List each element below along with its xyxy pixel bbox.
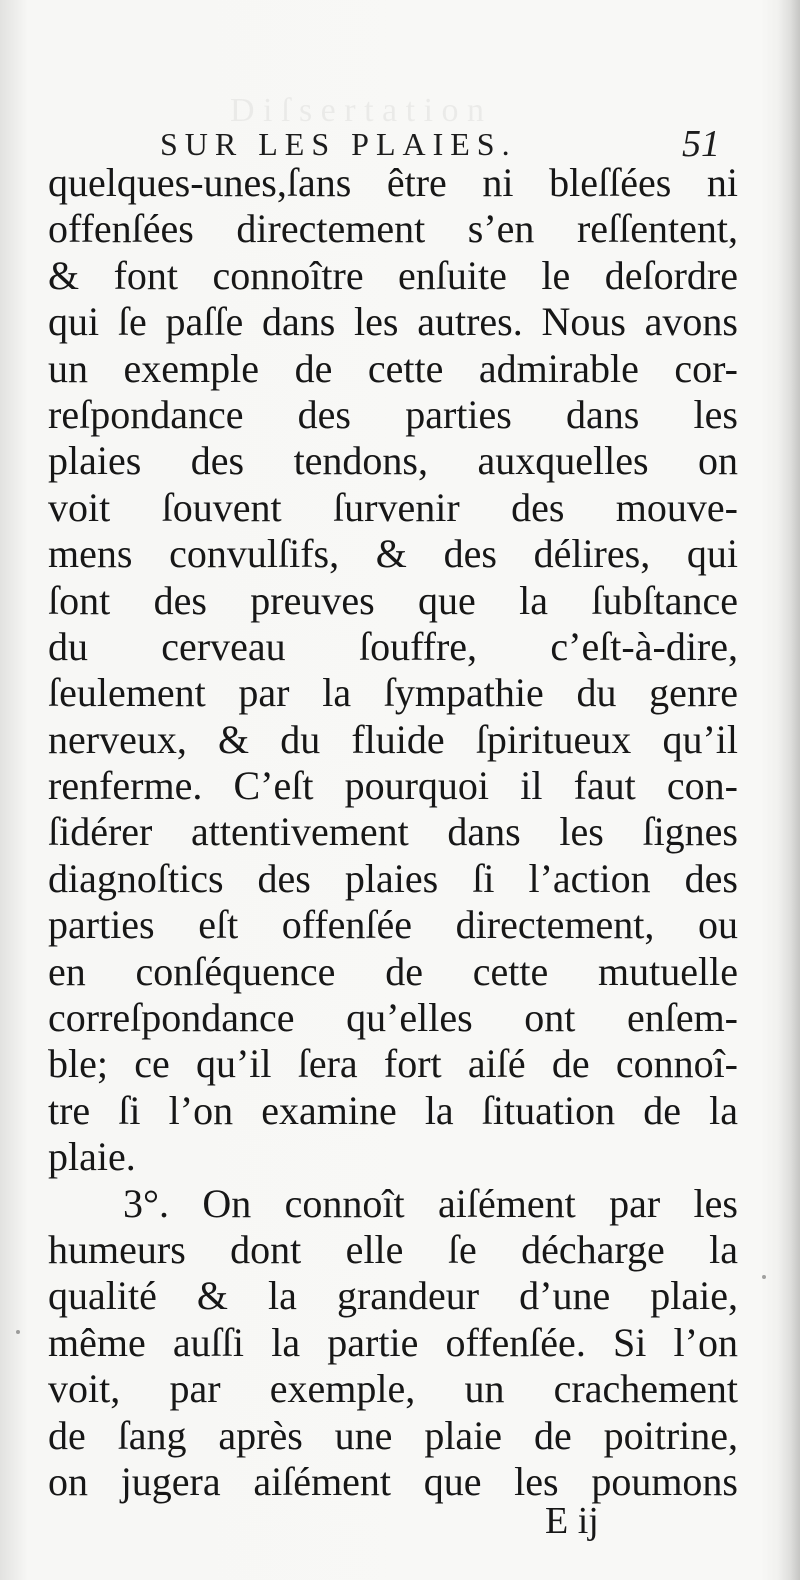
page-gutter-shadow (778, 0, 800, 1580)
text-line: parties eſt offenſée directement, ou (48, 902, 738, 948)
text-line: un exemple de cette admirable cor- (48, 345, 738, 391)
page-number: 51 (682, 123, 720, 165)
text-line: ble; ce qu’il ſera fort aiſé de connoî- (48, 1041, 738, 1087)
text-line: reſpondance des parties dans les (48, 391, 738, 437)
text-line: nerveux, & du fluide ſpiritueux qu’il (48, 716, 738, 762)
text-line: de ſang après une plaie de poitrine, (48, 1412, 738, 1458)
text-line: du cerveau ſouffre, c’eſt-à-dire, (48, 623, 738, 669)
text-line: & font connoître enſuite le deſordre (48, 252, 738, 298)
text-line: qui ſe paſſe dans les autres. Nous avons (48, 299, 738, 345)
text-line: mens convulſifs, & des délires, qui (48, 531, 738, 577)
text-line: offenſées directement s’en reſſentent, (48, 206, 738, 252)
signature-mark: E ij (545, 1500, 599, 1542)
running-head-title: SUR LES PLAIES. (160, 126, 517, 162)
text-line: renferme. C’eſt pourquoi il faut con- (48, 763, 738, 809)
body-text (48, 160, 738, 1505)
text-line: en conſéquence de cette mutuelle (48, 948, 738, 994)
text-line: ſidérer attentivement dans les ſignes (48, 809, 738, 855)
show-through-text: D i ſ s e r t a t i o n (230, 92, 485, 129)
paragraph-start-line: 3°. On connoît aiſément par les (123, 1180, 738, 1226)
text-line: tre ſi l’on examine la ſituation de la (48, 1087, 738, 1133)
text-line: ſeulement par la ſympathie du genre (48, 670, 738, 716)
text-line: humeurs dont elle ſe décharge la (48, 1226, 738, 1272)
text-line: voit ſouvent ſurvenir des mouve- (48, 484, 738, 530)
ink-speck (762, 1275, 766, 1279)
text-line: voit, par exemple, un crachement (48, 1366, 738, 1412)
text-line: plaies des tendons, auxquelles on (48, 438, 738, 484)
text-line: diagnoſtics des plaies ſi l’action des (48, 855, 738, 901)
text-line: même auſſi la partie offenſée. Si l’on (48, 1319, 738, 1365)
text-line: plaie. (48, 1134, 136, 1180)
text-line: correſpondance qu’elles ont enſem- (48, 995, 738, 1041)
text-line: ſont des preuves que la ſubſtance (48, 577, 738, 623)
text-line: qualité & la grandeur d’une plaie, (48, 1273, 738, 1319)
text-line: on jugera aiſément que les poumons (48, 1458, 738, 1504)
ink-speck (16, 1330, 20, 1334)
text-line: quelques-unes,ſans être ni bleſſées ni (48, 160, 738, 205)
